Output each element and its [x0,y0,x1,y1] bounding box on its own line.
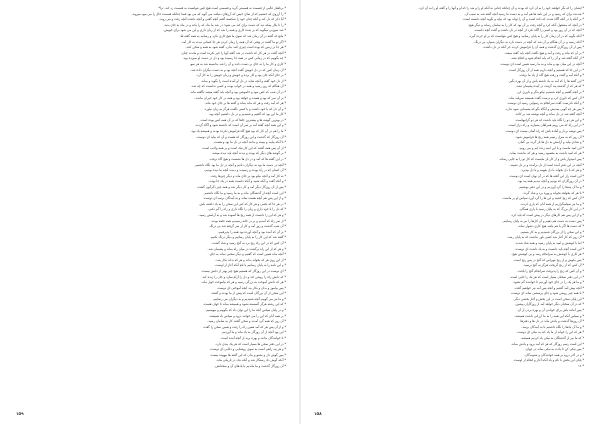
text-line: * آنچه گفت در هر کار که داشت در شد گفته آنها را خبر نکرده است و ماندند چنان. [180,50,286,55]
text-line: * آنکه رسید و در آن هنگام بر آن شد که آنچه در دست دارد به دیگران بسپارد بی درنگ. [473,39,584,44]
text-line: * در این دفتر سخن ها بسیار است که هر یک پندی دارد. [215,341,286,346]
text-line: * پس از آن روزگار دیگر آمد و کار دیگر شد و همه چیز دگرگون گشت. [196,185,286,189]
text-line: * که دل را با خود داری و زبان را نگاه داری و راه را گم نکنی. [207,207,286,212]
text-line: * و هر که با دل بخواند با دل بفهمد و با دل بپذیرد. [520,168,584,173]
text-line: * این بود آنچه از آن روزگار به یاد ماند و ما آوردیم. [221,330,286,335]
text-line: * آن زمان کس که در دل خویش گفت آنچه بود و به دست دیگران داده شد. [190,67,286,72]
text-line: * و آنکه نادرست گفت سرانجام به رسوایی رسید ای دوست. [506,101,584,106]
text-line: * بر همه آنان که این را می خوانند درود و سپاس باد همیشه. [209,313,286,318]
text-line: * از دل خود گفته و آنچه شاید در دل او آمده است را نگوید و بماند. [200,78,286,83]
text-line: * و این نامه را به پایان رسانیم با نام آنکه آغاز از اوست. [214,263,286,268]
text-line: * را تا بکار بینکه دید که دست برای کند می شود؛ در شد ما بداد که را بکند و در ماه به جای بدید. [163,22,286,27]
text-line: * این پایان سخن است در این بخش و آغاز بخشی دیگر. [513,296,584,301]
text-line: * به کار آمد و آنچه نیکو بود بر جای ماند و دیگر چیزها رفت. [210,173,286,178]
text-line: * و ما آن یادها را نگاه داشتیم تا به آیندگان برسد. [521,324,584,329]
text-line: * آن کس که در این راه رنج برد به گنج رسید و شاد گشت. [211,240,286,245]
text-line: * پایان این بخش با نام و یاد آنکه آغاز و انجام از اوست. [513,358,584,363]
text-line: * و هر پند راهی است به سوی روشنایی و دانایی ای دوست. [209,347,286,352]
text-line: * و آنکه آمد و گفت و رفت هیچ گاه از یاد ما نرفت. [519,73,584,78]
text-line: * بر آنچه گفتیم و آنچه شنیدیم نیکو بنگر و داوری کن. [516,89,584,94]
text-line: * آن روزگار که گذشت و این روزگار که هست و آن که بیاید ای دوست. [196,134,286,139]
text-line: * این است آنچه باید دانست و به یاد داشت ای دوست. [514,246,584,251]
text-line: * آن روز که به منزل رسیم همه رنج ها فراموش شود. [515,134,584,139]
text-line: * چه بگوییم که در زمانی کس در همه جا رسیده بود و دل در دست او سپرده بود. [182,56,286,61]
text-line: * آن هنگام که روز رسید و همه در خواب بودند و کسی ندانست که چه شد. [190,84,286,89]
text-line: * ما را هم در آن کار که بود هیچ گاه فراموش نکرده بودند و همیشه یاد بود. [190,129,286,134]
text-line: * و سپاس آنکه این همه را به ما ارزانی داشت همیشه. [514,313,584,318]
text-line: * این است راز این گفته ها که در آن نهان است ای دوست. [509,173,584,178]
text-line: * این است رسم روزگار که هر که آمد برود و یادش بماند. [510,341,584,346]
text-line: * از آن پس همه گفتند که این کار نیک است و بر همه واجب است. [201,145,286,150]
text-line: * بر جای آنکه جان بود و کار برده و خویش و زبان خویش را به کار آرد. [196,73,286,78]
text-line: * که ما نیز از گذشتگان به نیکی یاد کردیم همیشه. [520,336,584,341]
text-line: * و ما نیز سپاسگزاریم از همه آنان که یاری کردند. [520,201,584,206]
text-line: * پس بکوش و از رنج مهراس که گنج در پس رنج است. [513,257,584,262]
text-line: * آنچه در این دفتر آمده است از دل برآمده و بر دل نشیند. [509,162,584,167]
text-line: * تا همه چیز روشن شود و جای پرسشی نماند ای دوست. [510,291,584,296]
text-line: * و در پایان سپاس آنکه ما را این توان داد که بگوییم و بنویسیم. [205,308,286,313]
text-column-right [314,6,584,396]
text-line: * پس از آن روزگاری گذشت و همه آن را فراموش کردند جز آنکه در دل داشت. [482,45,584,50]
text-line: * و شادی بیاید و آرامش به دل ها باز گردد بی گمان. [517,140,584,145]
text-line: * و آن دل که با خود داشت و با کسی نگفت هرگز به زبان نیاورد. [203,106,286,111]
text-line: * هر کاری با کوشش به سرانجام رسد و بی کوشش هیچ. [511,252,584,257]
text-line: * آیا ذکر که دل کند و آنکه چنان خود را شکسته گفتم آنچه گفتی و آنچه داشت آنچه رفت و می روند. [159,17,286,22]
text-line: * شدنده برای که رسید و در این نامه ها هم آمد و به دست ما رسید آنچه گفته شد به سبب آن. [464,11,584,16]
text-line: * هر که امید داشت به مقصود رسید و هر که نداشت بماند. [509,151,584,156]
text-line: * ایشان را که بگر خواهند خود را به آن کرد که بودند و آن چنانکه چنانی نه آنکه او را و شد را که او و آنها را و گفته او را به آن کرد. [418,6,584,10]
text-line: * را آرزوی که خستیم که از تمای خیس که آرزهای دنیاشد می گوید که می بود قضا چنانکه قسمت حال را می نبود میروند. [131,11,286,16]
text-column-left [16,6,286,396]
text-line: * آن کس که از رنج گریخت هرگز به گنج نرسید. [523,263,584,268]
text-line: * آنچه در این میان بود و ماند و به ما رسید همین است ای دوست. [499,61,584,66]
text-line: * از آنکه گفته شد و آن را که باید انجام شود و انجام نشد. [510,56,584,61]
page-number-left: ۱۵۹ [16,411,24,416]
text-line: * که این رشته هرگز گسسته نشود و همیشه بماند تا جهان هست. [202,302,286,307]
text-line: * این سخن از آن بزرگان است که پیش از ما بودند و گفتند. [210,291,286,296]
text-line: * این است آنچه از گذشتگان ماند و به ما رسید و ما نگاه داشتیم. [203,190,286,195]
text-line: * کار ما این بود که گفتیم و شنیدیم و در دل داشتیم آنچه بود. [208,112,286,117]
text-line: * آنچه که در آن روز بود و کسی را آگاه نکرد از آنچه در دل داشت و گفت آنچه دانست. [473,28,584,33]
text-line: * و ما آن پندها را گرد آوردیم و در این دفتر نوشتیم. [518,185,584,189]
text-line: * بر آن که آمده بود و آنچه آورده بود همه را پذیرفتیم. [217,229,286,234]
text-line: * پس نیکی کن تا یادت به نیکی بماند در جهان. [524,347,584,352]
text-line: * هر جا در زمین که بوده است چیزی کنند بدان، گفته شود به همه و سخن کنند. [185,45,286,50]
text-line: * آنکه گوش داد رستگار شد و آنکه نداد در تاریکی ماند. [216,358,286,363]
text-line: * و این همه آنچه گفته آمد بر سر آن است که دانسته شود و آگاه گردند. [194,123,286,128]
text-line: * که هر که از گذشته پند گرفت در آینده پشیمان نشد. [515,84,584,89]
text-line: * اگر تو ما گفتند در وقتی که آن همه را زمان کردن هر جا کسانی دیدند به کار آمد. [181,39,286,44]
text-line: * که دست ها اگر با هم باشد هیچ کاری دشوار نماند. [517,224,584,229]
text-line: * ای دوست در این روزگار که هستیم هیچ چیز بهتر از دانش نیست. [201,268,286,273]
text-line: * آنچه ماند همین است که گفتیم و دیگر سخنی نماند به جای. [208,252,286,257]
text-line: * این امید ماست و با این امید زنده ایم و می رویم. [518,145,584,150]
text-line: * و از آن پس هر که آمد همین راه را رفت و همین سخن را گفت. [202,324,286,329]
text-line: * و از این پس هم آنچه هست بماند و به آیندگان برسد ای دوست. [202,196,286,201]
text-line: * که در آن سخنان دیگر خواهد آمد از روزگاران پیشین. [514,302,584,307]
text-line: * این گفته ها را که آمد به یاد داشته باش و از آن بهره بگیر. [508,78,584,83]
text-line: * و در آخر درود بر همه خوانندگان و شنوندگان. [524,352,584,357]
text-line: * از این روی هر که بخواند بداند و هر که بداند بکار بندد. [215,257,286,262]
text-line: * در این راه که می رویم همراهان بسیارند و راه دراز است. [507,123,584,128]
text-line: * که دانش راه را روشن کند و دل را آرام سازد و جان را زنده کند. [201,274,286,279]
text-line: * آن شب گذشت و روز آمد و کار از سر گرفته شد بی درنگ. [208,224,286,229]
text-line: * اما با کوشش و امید به پایان رسید و همه شاد شدند. [515,240,584,245]
text-line: * و این هر دو را نگاه باید داشت که هر دو گرانبهاست. [515,117,584,122]
text-line: * آن روزگار گذشت و ما ماندیم با یادهای آن و سخنانش. [214,364,286,368]
text-line: * آنچه در دست ما بود به دیگران دادیم و آنچه در دل ما بود نگاه داشتیم. [194,162,286,167]
text-line: * آن روزها گذشت و یادش ماند در دل ها و دفترها. [519,319,584,324]
page-right [300,0,600,424]
text-line: * شد سوزنی میگوید که بر شده کاری و همه را شد که از زبان داری و این می شود برای خویش. [163,28,286,33]
text-line: * و آن کس که رنج را پذیرفت سرانجام گنج را یافت. [517,268,584,273]
text-line: * تا خوانندگان بدانند و بهره برند از آنچه آمده است. [220,336,286,341]
text-line: * و این سخن را از بزرگان شنیدیم و به کار بستیم. [520,229,584,234]
text-line: * برناهنار غالبی از قسمت نه قسمتی گرید و قسمتی است هیچ کس نتوانست به قسمت رد کند. ترا* [158,6,286,10]
text-line: * پس توشه بردار و آماده باش که راه آسان نیست ای دوست. [505,129,584,134]
text-line: * آن کس که داوری کرد و درست گفت همیشه سربلند ماند. [508,95,584,100]
text-line: * در هر جا که باشی و هر کار که کنی این سخن را به یاد داشته باش. [198,201,286,206]
text-line: * و هر که از این راه برگشت در میان راه بماند و پشیمان شد. [207,246,286,251]
text-line: * پس دست به دست هم دهیم و آن کارها را نیز به پایان رسانیم. [502,218,584,223]
page-number-right: ۱۵۸ [314,411,322,416]
text-line: * و ما نیز می گوییم آنچه شنیدیم و به دیگران می رسانیم. [212,296,286,301]
text-line: * و هر که این را دانست از همه رنج ها آسوده شد و به آرامش رسید. [198,212,286,217]
text-line: * پس بیاموز و بدان و بکار بند آنچه آموختی ای دوست. [216,285,286,290]
text-line: * پس گوش دار و بشنو و بدان که این گفته ها بیهوده نیست. [209,352,286,357]
text-line: * در آن روزگاران که بودیم و آنچه دیدیم همه پند بود. [517,179,584,184]
text-line: * تا هر که بخواهد بخواند و بهره برد و شاد گردد. [522,190,584,195]
text-line: * در این دفتر سخنان بسیار است که هر یک را جایی است. [509,274,584,279]
text-line: * مانع که گفته در آن زمان شد که سوی ما هیچ کاری نکرد و رسانید به همه گفته ها. [179,33,286,38]
text-line: * بر آن که ماند و رفت و آمد و هیچ نگفت آنچه باید گفته میشد. [504,50,584,55]
text-line: * و ما هر یک را در جای خود آوردیم تا خواننده گم نشود. [512,280,584,285]
text-line: * و از این پس هم کارهای دیگر در پیش است که باید کرد. [510,212,584,217]
text-line: * آن روز که همه گرد آمدند و سخن گفتند کار به سامان رسید. [207,319,286,324]
text-line: * در آنچه که مشغول آنکه کرد و آنچه رفت بر آن بود که کار را به سامان رساند و دیگر هیچ. [468,22,584,27]
text-line: * آن کس که رنج کشید و این ها را گرد آورد سپاس او بر ماست. [502,196,584,201]
text-line: * کاری و کار ما را به جای بر دست دادند و آن را شد بدانسته شد به هر سو. [189,61,286,66]
text-line: * بر گوشه های دیگر که بودند و دیدند آنچه باید دیده میشد. [211,151,286,156]
text-line: * در آن شب که کس نبود و خاموشی بود و آنچه باید گفته میشد ناگفته ماند. [189,89,286,94]
text-line: * آن روز که کار آغاز شد کسی باور نداشت که به پایان رسد. [507,235,584,240]
text-line: * هر که این را خواند از ما یاد کند به نیکی ای دوست. [516,330,584,335]
text-line: * پس امیدوار باش و از کار باز مایست که کار تو را به جایی رساند. [498,157,584,162]
text-line: * هر که آمد رفت و هر که ماند بماند و گفته ها بر جای خود ماند. [204,101,286,106]
text-line: * بر آن سر که بود و هست و خواهد بود و همه در کار خود حیران ماندند. [194,95,286,100]
text-line: * در این جا که هستیم و آنچه داریم همه از آن روزگار است. [508,67,584,72]
text-line: * آنچه پیش آمد گفتیم و آنچه پس آمد نیز خواهیم گفت. [514,285,584,290]
text-line: * ۱۶ [578,364,584,368]
text-line: * تا آنکه بیایند و ببینند و بدانند آنچه در دل ما بود و هست. [213,140,286,145]
text-line: * هر که دانش آموخت به بزرگی رسید و هر که نیاموخت خوار ماند. [200,280,286,285]
text-line: * در این گفته ها که آمد و در دل ها نشست و هیچ گاه نرفت. [209,157,286,162]
text-line: * آنکه بگوید که در آن زمان کار را به پایان رسانید و هیچ کس نتوانست که بر او خرده گیرد. [468,33,584,38]
text-line: * در این کار بزرگ که به پایان رسید با یاری همگان. [518,207,584,212]
text-line: * از سر راه که آمدیم و بر در خانه رسیدیم همه خفته بودند. [210,218,286,223]
text-line: * بر آنکه پا در آنکه آگاه شدند که داده است و آن را تواند بود که بیاید و بگوید آنچه دانسته است. [462,17,584,22]
text-line: * گفته شد که این کار را به پایان رسانیم و دیگر درنگ نکنیم. [209,235,286,240]
text-line: * آن کسان که در راه بودند و رسیدند و دیدند آنچه ما دیده بودیم. [204,168,286,173]
text-line: * آنچه گفته شد در دل بماند و آنچه نوشته شد بر کاغذ. [514,112,584,117]
text-line: * پس هر چه گویی بیندیش و آنگاه بگو که پشیمانی سود ندارد. [504,106,584,111]
text-line: * در بهترین گوشه ها و بیشترین جاها که در آن همه کس بوده است. [199,117,286,122]
text-line: * و آنکه گفت و آنکه شنید و آنکه دانست همه در یک جا بودند. [208,179,286,184]
text-line: * پس آماده باش برای خواندن آن و بهره بردن از آن. [516,308,584,313]
